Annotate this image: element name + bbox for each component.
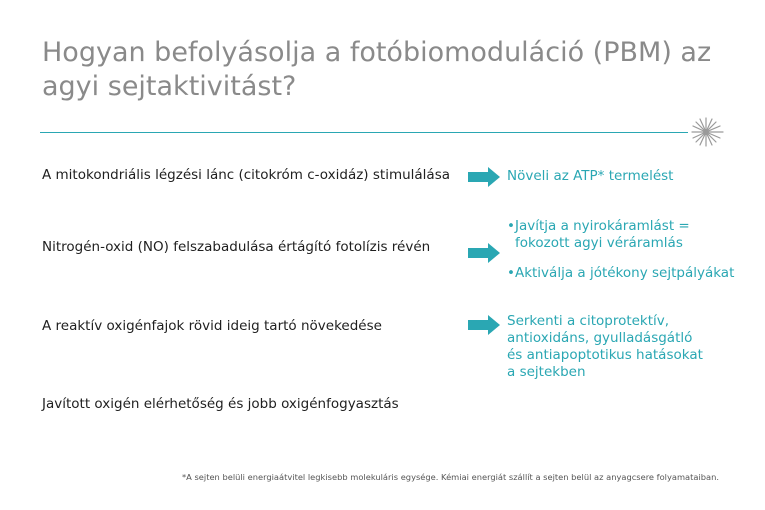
effect-bullet-lymph-cont: fokozott agyi véráramlás [515, 235, 683, 251]
effect-line: Serkenti a citoprotektív, [507, 313, 670, 329]
cause-ros: A reaktív oxigénfajok rövid ideig tartó növekedése [42, 318, 382, 334]
title-divider [40, 132, 688, 133]
effect-line: és antiapoptotikus hatásokat [507, 347, 703, 363]
footnote: *A sejten belüli energiaátvitel legkisebb molekuláris egysége. Kémiai energiát szállít a sejten belül az anyagcsere folyamataiban. [182, 472, 720, 482]
effect-lymph [507, 218, 690, 252]
light-burst-icon [683, 112, 729, 152]
arrow-right-icon [468, 315, 500, 335]
page-title: Hogyan befolyásolja a fotóbiomoduláció (PBM) az agyi sejtaktivitást? [42, 37, 712, 102]
effect-atp: Növeli az ATP* termelést [507, 168, 674, 184]
effect-cytoprotective [507, 313, 703, 381]
effect-line: antioxidáns, gyulladásgátló [507, 330, 693, 346]
arrow-right-icon [468, 243, 500, 263]
effect-bullet-lymph: •Javítja a nyirokáramlást = [507, 218, 690, 234]
cause-nitric-oxide: Nitrogén-oxid (NO) felszabadulása értágító fotolízis révén [42, 239, 431, 255]
cause-oxygen: Javított oxigén elérhetőség és jobb oxigénfogyasztás [42, 396, 399, 412]
arrow-right-icon [468, 167, 500, 187]
effect-line: a sejtekben [507, 364, 586, 380]
cause-mitochondrial: A mitokondriális légzési lánc (citokróm c-oxidáz) stimulálása [42, 167, 451, 183]
effect-pathways [507, 265, 734, 282]
effect-bullet-pathways: •Aktiválja a jótékony sejtpályákat [507, 265, 735, 281]
